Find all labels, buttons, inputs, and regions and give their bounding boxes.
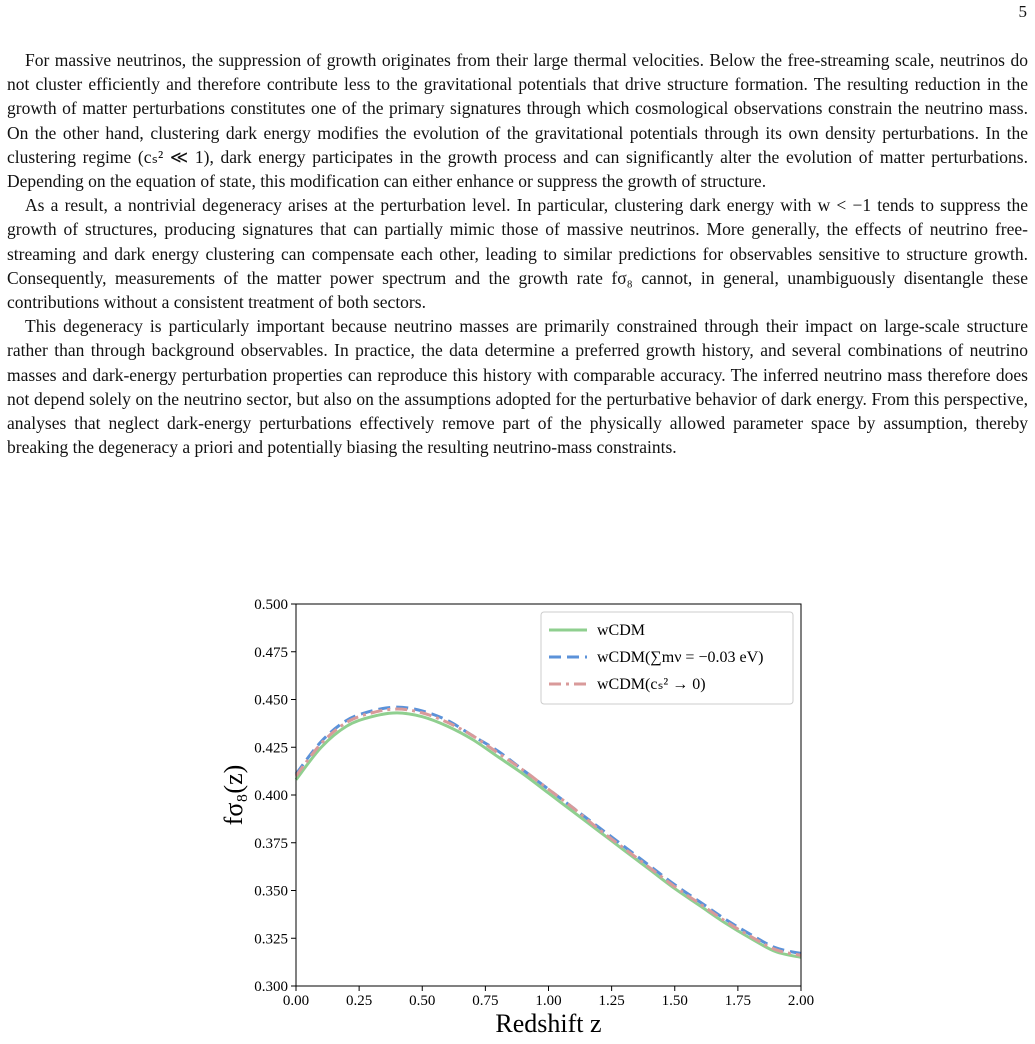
series-lines: [296, 707, 801, 957]
x-tick-label: 1.00: [535, 993, 562, 1009]
legend-label-0: wCDM: [597, 622, 646, 639]
y-tick-label: 0.425: [254, 740, 288, 757]
y-axis-label: fσ₈(z): [219, 764, 248, 826]
x-tick-label: 1.50: [661, 993, 688, 1009]
y-tick-label: 0.475: [254, 644, 288, 661]
x-tick-label: 1.25: [598, 993, 625, 1009]
page-number: 5: [1018, 2, 1027, 21]
y-tick-label: 0.300: [254, 979, 288, 995]
paragraph-1: For massive neutrinos, the suppression of growth originates from their large thermal velocities. Below the free-streaming scale, neutrinos do not cluster efficiently and therefore contribute less to the gravitational potentials that drive structure formation. The resulting reduction in the growth of matter perturbations constitutes one of the primary signatures through which cosmological observations constrain the neutrino mass. On the other hand, clustering dark energy modifies the evolution of the gravitational potentials through its own density perturbations. In the clustering regime (cₛ² ≪ 1), dark energy participates in the growth process and can significantly alter the evolution of matter perturbations. Depending on the equation of state, this modification can either enhance or suppress the growth of structure.: [7, 50, 1028, 192]
y-tick-label: 0.450: [254, 692, 288, 709]
y-tick-label: 0.350: [254, 883, 288, 900]
series-line-0: [296, 713, 801, 957]
x-tick-label: 0.25: [346, 993, 373, 1009]
series-line-1: [296, 707, 801, 953]
legend-label-1: wCDM(∑mν = −0.03 eV): [597, 649, 764, 666]
x-tick-label: 0.75: [472, 993, 499, 1009]
paragraph-3: This degeneracy is particularly important because neutrino masses are primarily constrained through their impact on large-scale structure rather than through background observables. In practice, the data determine a preferred growth history, and several combinations of neutrino masses and dark-energy perturbation properties can reproduce this history with comparable accuracy. The inferred neutrino mass therefore does not depend solely on the neutrino sector, but also on the assumptions adopted for the perturbative behavior of dark energy. From this perspective, analyses that neglect dark-energy perturbations effectively remove part of the physically allowed parameter space by assumption, thereby breaking the degeneracy a priori and potentially biasing the resulting neutrino-mass constraints.: [7, 316, 1028, 458]
y-tick-label: 0.375: [254, 835, 288, 852]
legend-label-2: wCDM(cₛ² → 0): [597, 676, 706, 693]
x-tick-label: 2.00: [787, 993, 815, 1009]
x-tick-label: 0.00: [282, 993, 310, 1009]
y-tick-label: 0.325: [254, 931, 288, 948]
y-tick-label: 0.500: [254, 597, 288, 613]
x-tick-label: 1.75: [724, 993, 751, 1009]
x-axis-label: Redshift z: [495, 1009, 602, 1038]
legend: [541, 612, 793, 704]
x-tick-label: 0.50: [409, 993, 436, 1009]
series-line-2: [296, 709, 801, 955]
paragraph-2: As a result, a nontrivial degeneracy arises at the perturbation level. In particular, clustering dark energy with w < −1 tends to suppress the growth of structures, producing signatures that can partially mimic those of massive neutrinos. More generally, the effects of neutrino free-streaming and dark energy clustering can compensate each other, leading to similar predictions for observables sensitive to structure growth. Consequently, measurements of the matter power spectrum and the growth rate fσ₈ cannot, in general, unambiguously disentangle these contributions without a consistent treatment of both sectors.: [7, 195, 1028, 313]
y-tick-label: 0.400: [254, 788, 288, 804]
growth-rate-chart: [200, 580, 840, 1040]
growth-rate-figure: [200, 580, 840, 1040]
body-text: [7, 48, 1028, 459]
